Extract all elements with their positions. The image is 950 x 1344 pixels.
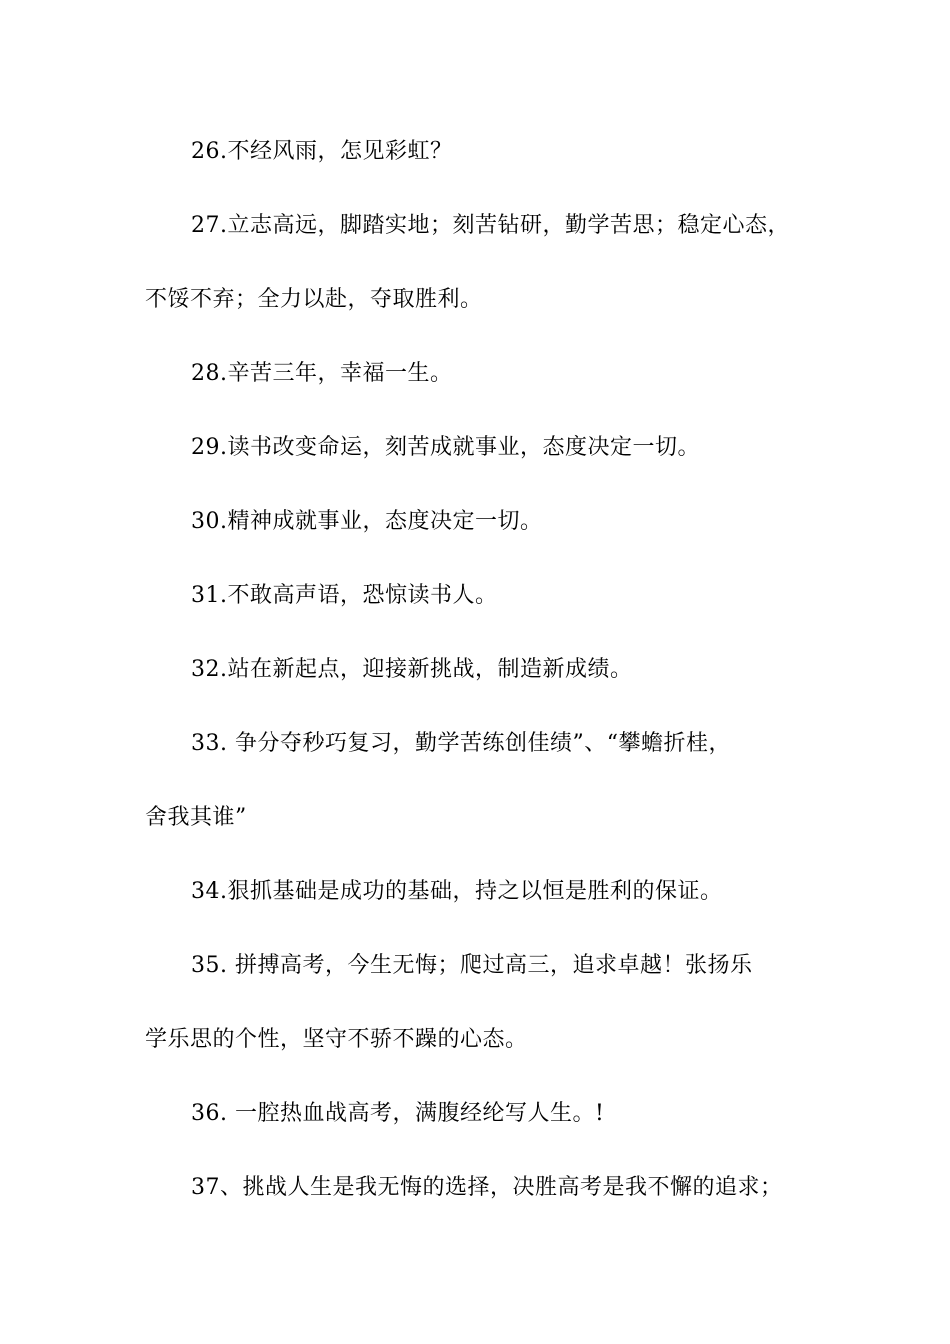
text-line-36: 36. 一腔热血战高考，满腹经纶写人生。! bbox=[191, 1101, 605, 1126]
text-line-27-continued: 不馁不弃；全力以赴，夺取胜利。 bbox=[145, 287, 483, 312]
text-line-35-continued: 学乐思的个性，坚守不骄不躁的心态。 bbox=[145, 1027, 528, 1052]
text-line-37: 37、挑战人生是我无悔的选择，决胜高考是我不懈的追求； bbox=[191, 1175, 783, 1200]
text-line-34: 34.狠抓基础是成功的基础，持之以恒是胜利的保证。 bbox=[191, 879, 723, 904]
text-line-33: 33. 争分夺秒巧复习，勤学苦练创佳绩”、“攀蟾折桂， bbox=[191, 731, 731, 756]
text-line-35: 35. 拼搏高考，今生无悔；爬过高三，追求卓越！张扬乐 bbox=[191, 953, 753, 978]
text-line-27: 27.立志高远，脚踏实地；刻苦钻研，勤学苦思；稳定心态， bbox=[191, 213, 790, 238]
text-line-28: 28.辛苦三年，幸福一生。 bbox=[191, 361, 453, 386]
text-line-32: 32.站在新起点，迎接新挑战，制造新成绩。 bbox=[191, 657, 633, 682]
text-line-33-continued: 舍我其谁” bbox=[145, 805, 247, 830]
text-line-26: 26.不经风雨，怎见彩虹？ bbox=[191, 139, 453, 164]
text-line-31: 31.不敢高声语，恐惊读书人。 bbox=[191, 583, 498, 608]
text-line-29: 29.读书改变命运，刻苦成就事业，态度决定一切。 bbox=[191, 435, 700, 460]
text-line-30: 30.精神成就事业，态度决定一切。 bbox=[191, 509, 543, 534]
